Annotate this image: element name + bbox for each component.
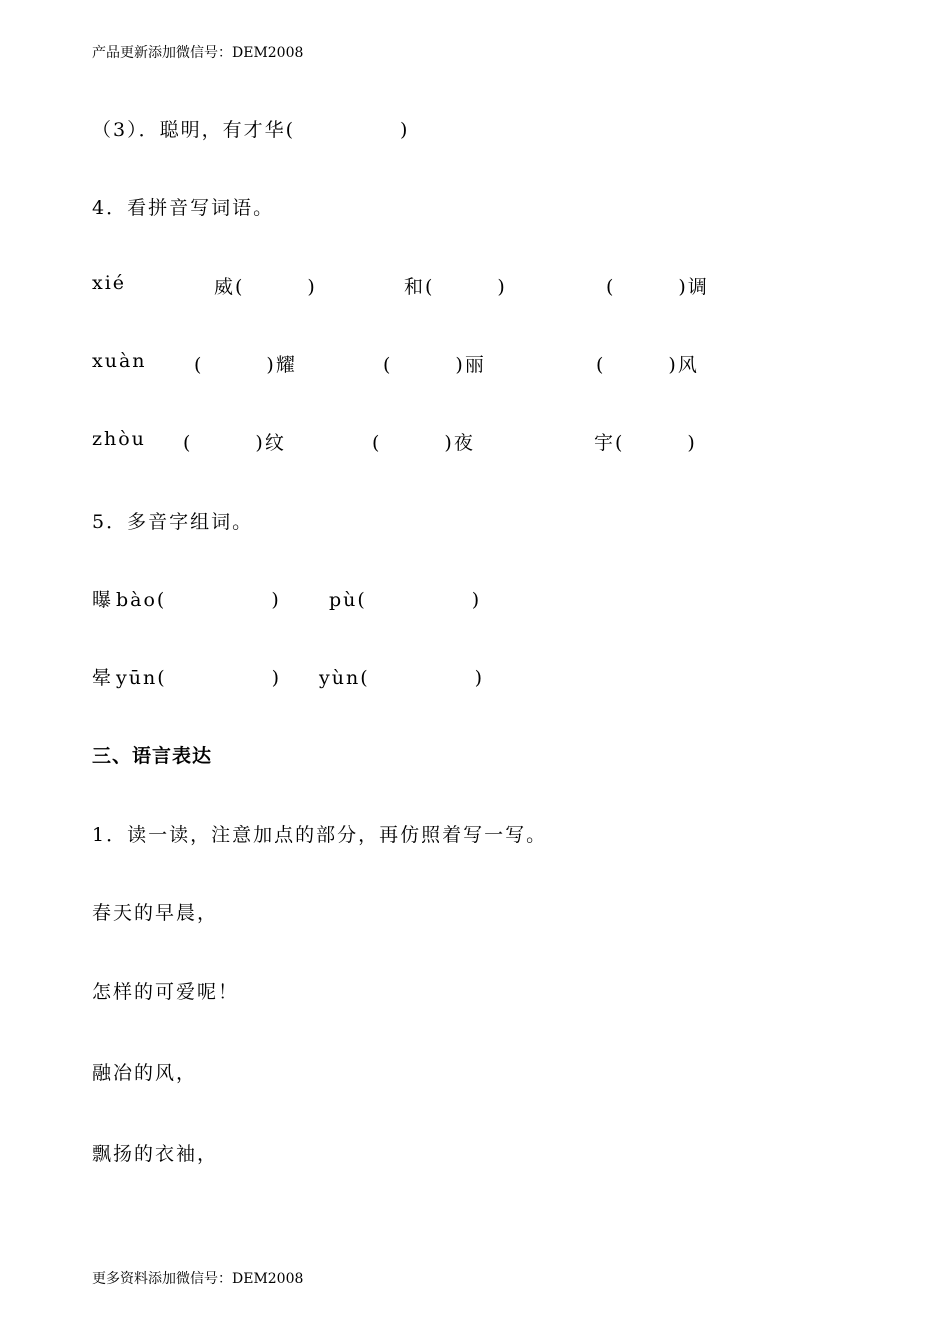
q4-row1-cell2: 和( )	[404, 276, 507, 298]
q4-row1-cell1: 威( )	[214, 276, 317, 298]
q5-row2-reading-a: yūn( )	[116, 667, 282, 689]
page-footer: 更多资料添加微信号：DEM2008	[92, 1271, 304, 1287]
q5-row2-char: 晕	[92, 667, 114, 689]
question-5-title: 5．多音字组词。	[92, 511, 254, 533]
poem-line-3: 融冶的风，	[92, 1062, 198, 1084]
q4-row2-cell3: ( )风	[596, 354, 699, 376]
q4-row2-cell1: ( )耀	[194, 354, 297, 376]
q4-row3-cell3: 宇( )	[594, 432, 697, 454]
q5-row2-reading-b: yùn( )	[319, 667, 485, 689]
q5-row1-char: 曝	[92, 589, 114, 611]
q4-row3-pinyin: zhòu	[92, 428, 146, 450]
q4-row3-cell2: ( )夜	[372, 432, 475, 454]
poem-line-4: 飘扬的衣袖，	[92, 1143, 219, 1165]
q4-row1-pinyin: xié	[92, 272, 127, 294]
q5-row1-reading-a: bào( )	[116, 589, 281, 611]
page-header: 产品更新添加微信号：DEM2008	[92, 45, 304, 61]
q4-row3-cell1: ( )纹	[183, 432, 286, 454]
question-4-title: 4．看拼音写词语。	[92, 197, 275, 219]
q4-row2-cell2: ( )丽	[383, 354, 486, 376]
item-3-line: （3）．聪明，有才华( )	[92, 119, 410, 141]
q5-row1-reading-b: pù( )	[329, 589, 482, 611]
poem-line-1: 春天的早晨，	[92, 902, 219, 924]
poem-line-2: 怎样的可爱呢！	[92, 981, 240, 1003]
q4-row2-pinyin: xuàn	[92, 350, 147, 372]
section-3-question-1: 1．读一读，注意加点的部分，再仿照着写一写。	[92, 824, 548, 846]
section-3-heading: 三、语言表达	[92, 745, 213, 767]
q4-row1-cell3: ( )调	[606, 276, 709, 298]
